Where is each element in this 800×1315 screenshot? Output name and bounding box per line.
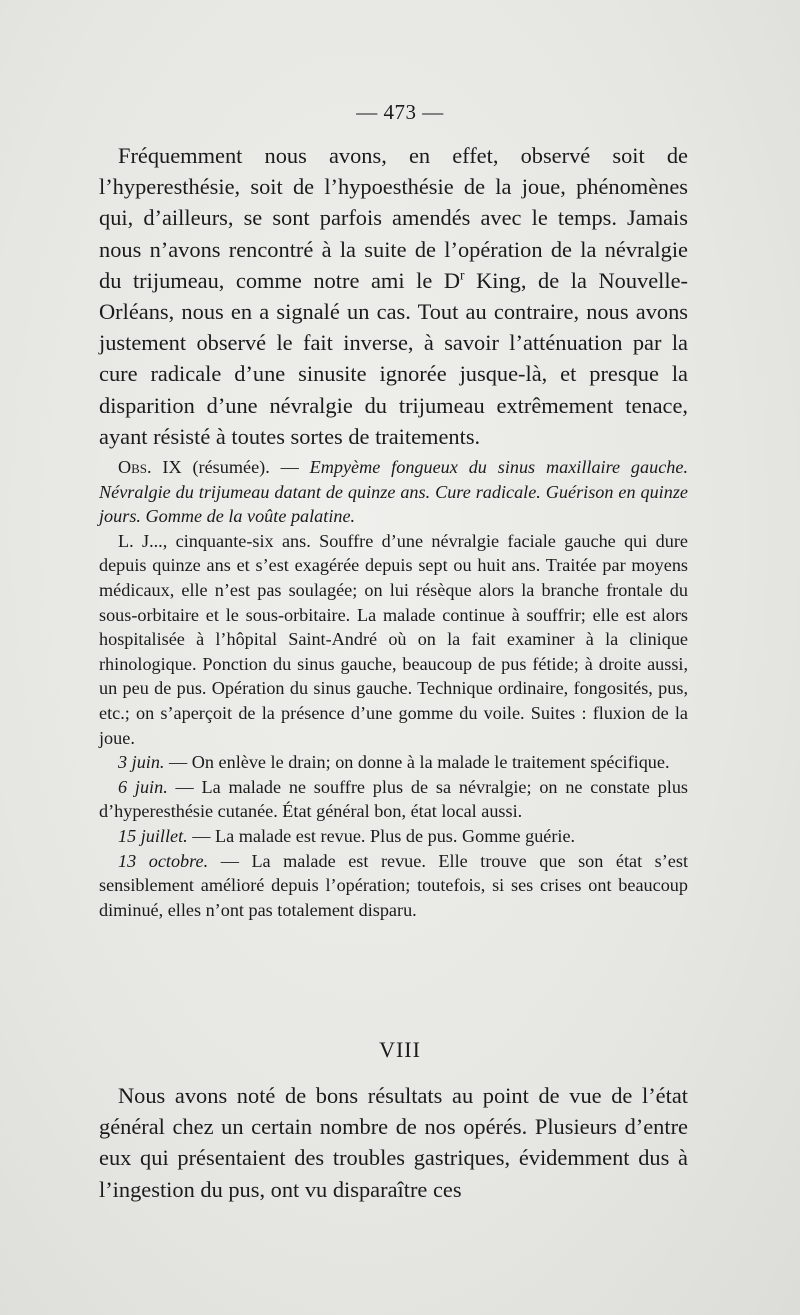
- entry-text: — La malade est revue. Plus de pus. Gomme guérie.: [187, 825, 576, 846]
- section-heading: VIII: [379, 1037, 421, 1062]
- page-number: — 473 —: [356, 100, 444, 124]
- entry-text: — La malade est revue. Elle trouve que son état s’est sensiblement amélioré depuis l’opération; toutefois, si ses crises ont beaucoup diminué, elles n’ont pas totalement disparu.: [99, 850, 689, 920]
- observation-block: [99, 455, 688, 922]
- entry-date: 3 juin.: [118, 752, 165, 773]
- doctor-abbrev-superscript: r: [460, 267, 465, 283]
- observation-entry: [99, 775, 688, 824]
- intro-paragraph-block: [99, 140, 688, 452]
- conclusion-paragraph-block: [99, 1080, 688, 1205]
- intro-paragraph: [99, 140, 688, 452]
- intro-text-part1: Fréquemment nous avons, en effet, observé soit de l’hyperesthésie, soit de l’hypoesthésie de la joue, phénomènes qui, d’ailleurs, se sont parfois amendés avec le temps. Jamais nous n’avons rencontré à la suite de l’opération de la névralgie du trijumeau, comme notre ami le D: [99, 143, 688, 293]
- entry-date: 6 juin.: [118, 776, 168, 797]
- observation-entry: [99, 824, 688, 849]
- observation-entry: [99, 849, 688, 923]
- conclusion-paragraph: Nous avons noté de bons résultats au point de vue de l’état général chez un certain nombre de nos opérés. Plusieurs d’entre eux qui présentaient des troubles gastriques, évidemment dus à l’ingestion du pus, ont vu disparaître ces: [99, 1083, 688, 1202]
- observation-heading: [99, 455, 688, 529]
- observation-entry: [99, 750, 688, 775]
- observation-history: L. J..., cinquante-six ans. Souffre d’une névralgie faciale gauche qui dure depuis quinze ans et s’est exagérée depuis sept ou huit ans. Traitée par moyens médicaux, elle n’est pas soulagée; on lui résèque alors la branche frontale du sous-orbitaire et le sous-orbitaire. La malade continue à souffrir; elle est alors hospitalisée à l’hôpital Saint-André où on la fait examiner à la clinique rhinologique. Ponction du sinus gauche, beaucoup de pus fétide; à droite aussi, un peu de pus. Opération du sinus gauche. Technique ordinaire, fongosités, pus, etc.; on s’aperçoit de la présence d’une gomme du voile. Suites : fluxion de la joue.: [99, 530, 688, 748]
- observation-label-suffix: (résumée). —: [181, 457, 310, 477]
- entry-date: 13 octobre.: [118, 850, 209, 871]
- intro-text-part2: King, de la Nouvelle-Orléans, nous en a signalé un cas. Tout au contraire, nous avons justement observé le fait inverse, à savoir l’atténuation par la cure radicale d’une sinusite ignorée jusque-là, et presque la disparition d’une névralgie du trijumeau extrêmement tenace, ayant résisté à toutes sortes de traitements.: [99, 267, 688, 449]
- entry-text: — On enlève le drain; on donne à la malade le traitement spécifique.: [164, 752, 670, 773]
- observation-title: Empyème fongueux du sinus maxillaire gauche. Névralgie du trijumeau datant de quinze ans. Cure radicale. Guérison en quinze jours. Gomme de la voûte palatine.: [99, 457, 688, 527]
- entry-text: — La malade ne souffre plus de sa névralgie; on ne constate plus d’hyperesthésie cutanée. État général bon, état local aussi.: [99, 776, 689, 822]
- observation-label: Obs. IX: [118, 457, 182, 477]
- entry-date: 15 juillet.: [118, 825, 188, 846]
